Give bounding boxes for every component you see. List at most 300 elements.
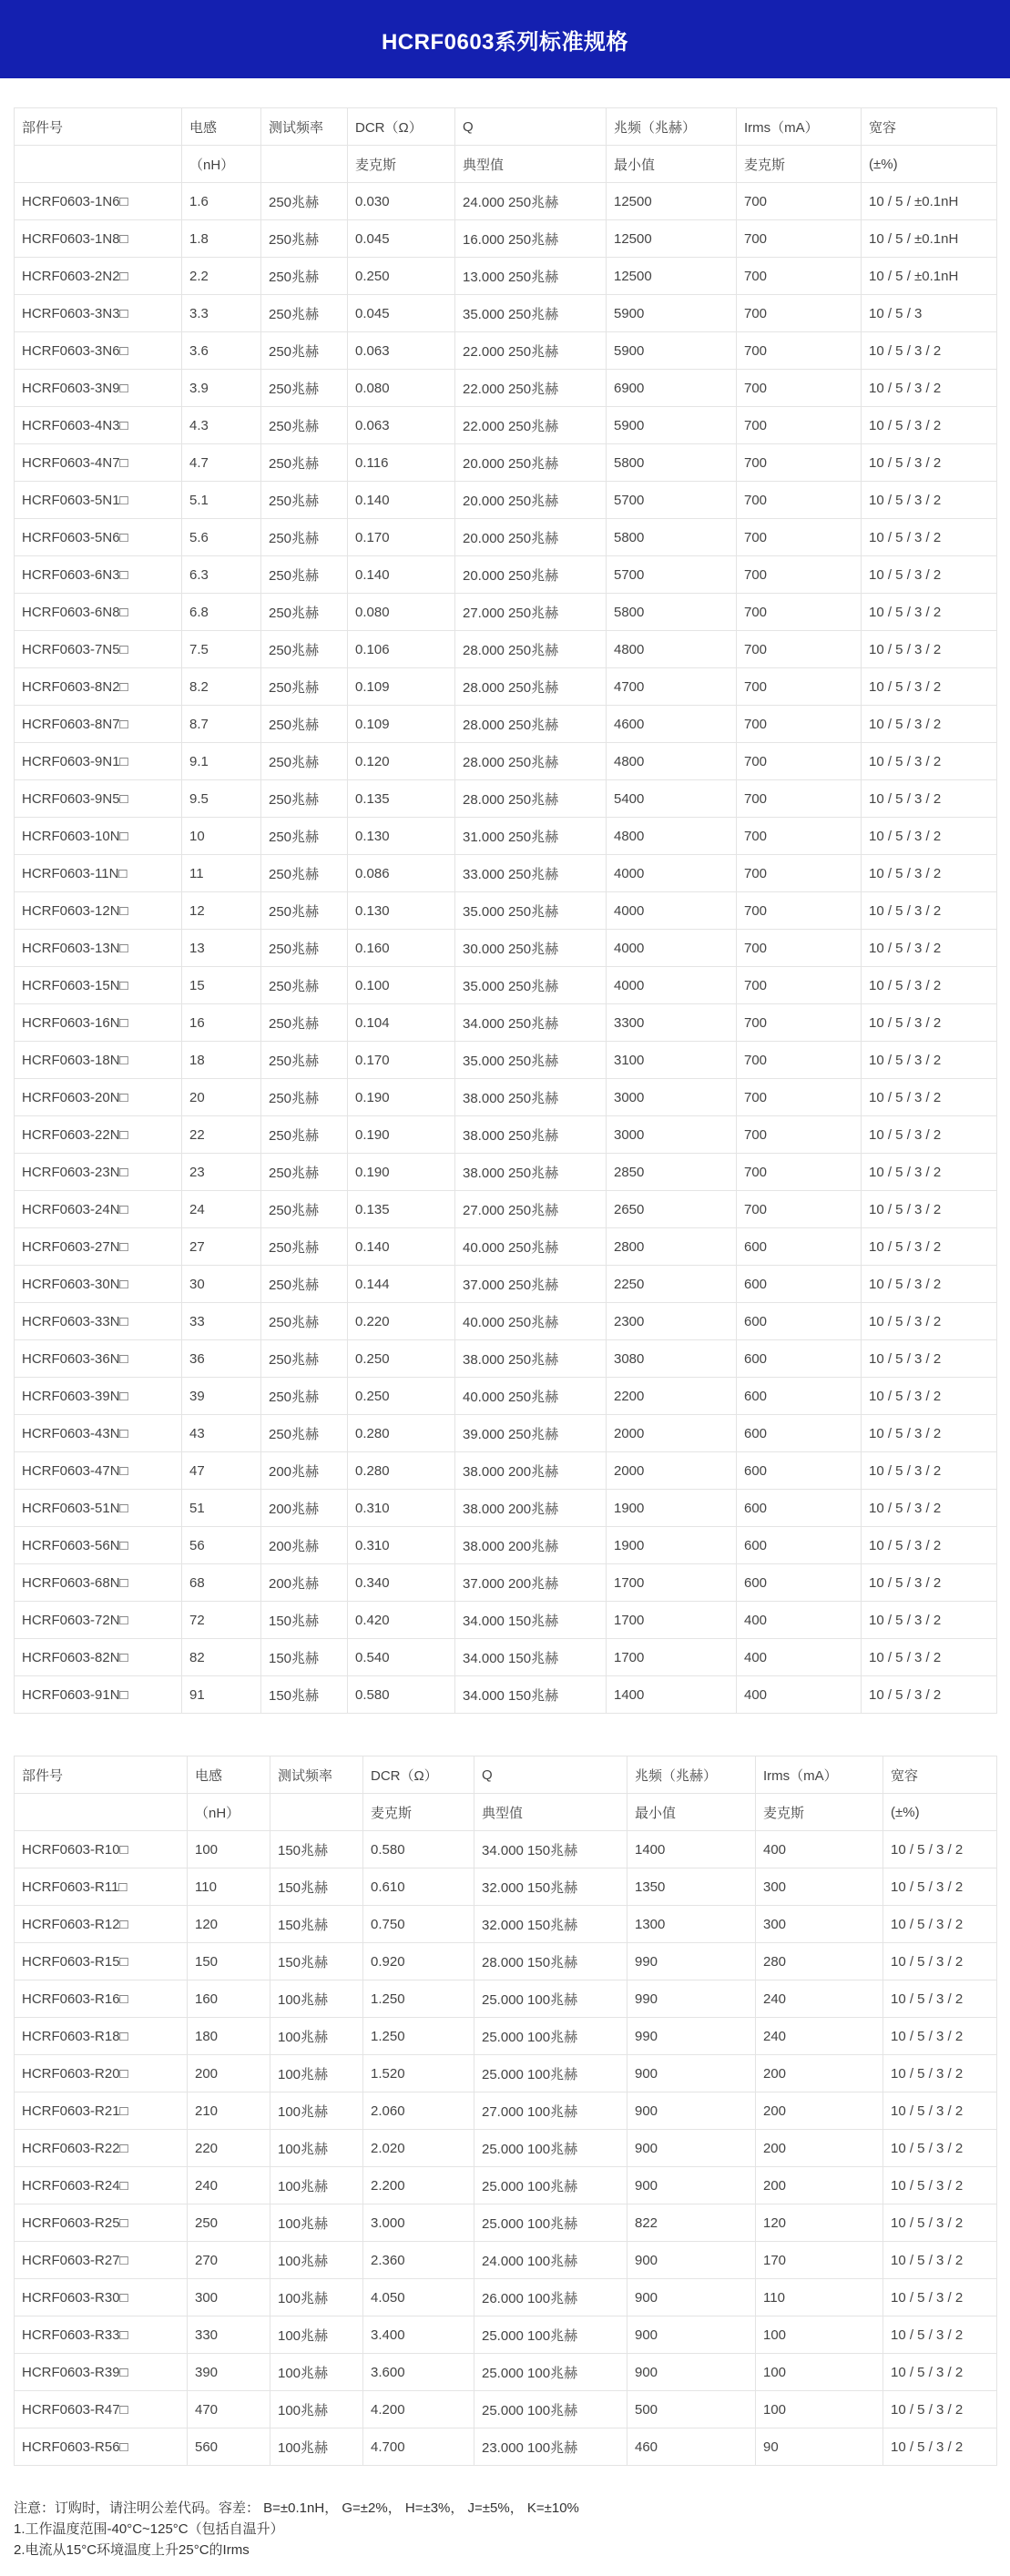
table-cell: 2200 xyxy=(607,1378,737,1415)
table-cell: 250兆赫 xyxy=(261,631,348,668)
table-cell: 10 / 5 / 3 / 2 xyxy=(862,1191,997,1228)
table-cell: 25.000 100兆赫 xyxy=(474,2130,627,2167)
table-cell: 700 xyxy=(737,556,862,594)
table-cell: 170 xyxy=(756,2242,883,2279)
table-cell: 600 xyxy=(737,1452,862,1490)
table-cell: 10 / 5 / 3 / 2 xyxy=(883,2428,997,2466)
table-row xyxy=(15,220,997,258)
page-header xyxy=(0,0,1010,78)
table-row xyxy=(15,332,997,370)
table-cell: 10 / 5 / 3 / 2 xyxy=(862,444,997,482)
table-cell: 82 xyxy=(182,1639,261,1676)
table-cell: 200兆赫 xyxy=(261,1564,348,1602)
table-cell: 3.3 xyxy=(182,295,261,332)
table-cell: 250兆赫 xyxy=(261,1004,348,1042)
table-cell: 250兆赫 xyxy=(261,1079,348,1116)
table-cell: 0.100 xyxy=(348,967,455,1004)
spec-table-1-container xyxy=(14,107,996,1714)
table-cell: HCRF0603-R47□ xyxy=(15,2391,188,2428)
table-cell: 100兆赫 xyxy=(270,2354,363,2391)
table-cell: HCRF0603-3N3□ xyxy=(15,295,182,332)
table-cell: 22 xyxy=(182,1116,261,1154)
table-cell: 250兆赫 xyxy=(261,780,348,818)
table-row xyxy=(15,444,997,482)
table-cell: 25.000 100兆赫 xyxy=(474,2055,627,2092)
table-cell: HCRF0603-72N□ xyxy=(15,1602,182,1639)
table-cell: 100 xyxy=(756,2316,883,2354)
header-cell: 测试频率 xyxy=(270,1756,363,1794)
table-cell: 700 xyxy=(737,967,862,1004)
table-cell: 4000 xyxy=(607,855,737,892)
table-cell: 16.000 250兆赫 xyxy=(455,220,607,258)
table-cell: 20.000 250兆赫 xyxy=(455,482,607,519)
table-cell: 22.000 250兆赫 xyxy=(455,407,607,444)
table-cell: 10 / 5 / 3 / 2 xyxy=(862,1154,997,1191)
table-cell: 100兆赫 xyxy=(270,2391,363,2428)
table-cell: 0.045 xyxy=(348,220,455,258)
table-cell: 27.000 250兆赫 xyxy=(455,594,607,631)
table-row xyxy=(15,2428,997,2466)
table-cell: 700 xyxy=(737,818,862,855)
table-cell: 160 xyxy=(188,1980,270,2018)
table-cell: 40.000 250兆赫 xyxy=(455,1228,607,1266)
table-cell: 900 xyxy=(627,2092,756,2130)
table-row xyxy=(15,1042,997,1079)
table-cell: HCRF0603-R18□ xyxy=(15,2018,188,2055)
table-row xyxy=(15,1906,997,1943)
table-cell: 0.610 xyxy=(363,1868,474,1906)
table-cell: 18 xyxy=(182,1042,261,1079)
table-cell: 1700 xyxy=(607,1602,737,1639)
table-cell: 0.130 xyxy=(348,892,455,930)
table-cell: 250兆赫 xyxy=(261,1191,348,1228)
table-row xyxy=(15,556,997,594)
table-cell: HCRF0603-1N8□ xyxy=(15,220,182,258)
table-cell: 27.000 250兆赫 xyxy=(455,1191,607,1228)
table-cell: HCRF0603-5N6□ xyxy=(15,519,182,556)
table-cell: 40.000 250兆赫 xyxy=(455,1303,607,1340)
table-row xyxy=(15,1266,997,1303)
table-cell: 600 xyxy=(737,1490,862,1527)
table-cell: 120 xyxy=(188,1906,270,1943)
table-cell: 250兆赫 xyxy=(261,556,348,594)
table-row xyxy=(15,407,997,444)
table-row xyxy=(15,1378,997,1415)
table-cell: 4000 xyxy=(607,930,737,967)
table-cell: HCRF0603-36N□ xyxy=(15,1340,182,1378)
table-cell: 10 / 5 / 3 / 2 xyxy=(883,1906,997,1943)
spec-table-2-container xyxy=(14,1756,996,2466)
table-cell: 250兆赫 xyxy=(261,220,348,258)
table-cell: 700 xyxy=(737,183,862,220)
table-cell: 990 xyxy=(627,1980,756,2018)
table-row xyxy=(15,370,997,407)
table-cell: 0.063 xyxy=(348,332,455,370)
table-cell: HCRF0603-82N□ xyxy=(15,1639,182,1676)
table-cell: 700 xyxy=(737,930,862,967)
table-cell: 10 / 5 / 3 / 2 xyxy=(862,1527,997,1564)
units-cell: (±%) xyxy=(883,1794,997,1831)
table-cell: 400 xyxy=(737,1676,862,1714)
table-cell: HCRF0603-R20□ xyxy=(15,2055,188,2092)
table-cell: 400 xyxy=(737,1602,862,1639)
table-cell: 900 xyxy=(627,2316,756,2354)
table-cell: 10 / 5 / 3 / 2 xyxy=(862,482,997,519)
table-cell: 39 xyxy=(182,1378,261,1415)
table-cell: 9.5 xyxy=(182,780,261,818)
table-cell: 4700 xyxy=(607,668,737,706)
table-cell: 120 xyxy=(756,2204,883,2242)
table-cell: 25.000 100兆赫 xyxy=(474,2316,627,2354)
table-cell: HCRF0603-R10□ xyxy=(15,1831,188,1868)
table-cell: 460 xyxy=(627,2428,756,2466)
table-cell: 150兆赫 xyxy=(270,1831,363,1868)
table-cell: 0.135 xyxy=(348,1191,455,1228)
table-cell: 38.000 200兆赫 xyxy=(455,1527,607,1564)
table-cell: 700 xyxy=(737,444,862,482)
table-row xyxy=(15,780,997,818)
page-title: HCRF0603系列标准规格 xyxy=(381,29,629,55)
table-cell: 0.340 xyxy=(348,1564,455,1602)
table-cell: HCRF0603-39N□ xyxy=(15,1378,182,1415)
table-cell: 10 / 5 / 3 / 2 xyxy=(862,1004,997,1042)
table-cell: 0.086 xyxy=(348,855,455,892)
table-row xyxy=(15,1564,997,1602)
table-cell: HCRF0603-R27□ xyxy=(15,2242,188,2279)
table-cell: 600 xyxy=(737,1303,862,1340)
table-cell: 4800 xyxy=(607,818,737,855)
table-cell: 5700 xyxy=(607,556,737,594)
table-row xyxy=(15,930,997,967)
table-cell: 150兆赫 xyxy=(261,1676,348,1714)
table-cell: 10 / 5 / 3 / 2 xyxy=(862,892,997,930)
table-cell: 700 xyxy=(737,1004,862,1042)
table-cell: 0.045 xyxy=(348,295,455,332)
table-cell: 10 / 5 / 3 / 2 xyxy=(862,1639,997,1676)
table-cell: 10 / 5 / 3 / 2 xyxy=(862,631,997,668)
table-cell: 25.000 100兆赫 xyxy=(474,2204,627,2242)
table-cell: 270 xyxy=(188,2242,270,2279)
table-cell: 110 xyxy=(756,2279,883,2316)
table-row xyxy=(15,1943,997,1980)
table-cell: HCRF0603-51N□ xyxy=(15,1490,182,1527)
table-cell: 2650 xyxy=(607,1191,737,1228)
table-cell: 2.020 xyxy=(363,2130,474,2167)
table-cell: 900 xyxy=(627,2279,756,2316)
table-cell: 3.9 xyxy=(182,370,261,407)
table-cell: 700 xyxy=(737,519,862,556)
table-cell: 1900 xyxy=(607,1490,737,1527)
table-cell: 0.080 xyxy=(348,594,455,631)
units-row xyxy=(15,146,997,183)
table-cell: 2300 xyxy=(607,1303,737,1340)
table-cell: 38.000 250兆赫 xyxy=(455,1340,607,1378)
table-cell: 15 xyxy=(182,967,261,1004)
table-cell: 300 xyxy=(188,2279,270,2316)
table-cell: 13.000 250兆赫 xyxy=(455,258,607,295)
table-cell: 700 xyxy=(737,370,862,407)
table-row xyxy=(15,2018,997,2055)
table-cell: HCRF0603-91N□ xyxy=(15,1676,182,1714)
table-cell: 0.144 xyxy=(348,1266,455,1303)
table-cell: 2000 xyxy=(607,1452,737,1490)
table-cell: 250兆赫 xyxy=(261,594,348,631)
units-cell: 麦克斯 xyxy=(363,1794,474,1831)
table-cell: 10 / 5 / 3 / 2 xyxy=(883,2279,997,2316)
table-cell: HCRF0603-R30□ xyxy=(15,2279,188,2316)
table-cell: 0.580 xyxy=(363,1831,474,1868)
table-cell: 200兆赫 xyxy=(261,1527,348,1564)
table-cell: 0.750 xyxy=(363,1906,474,1943)
table-cell: 5900 xyxy=(607,332,737,370)
table-cell: 300 xyxy=(756,1868,883,1906)
table-cell: 2.200 xyxy=(363,2167,474,2204)
table-cell: 900 xyxy=(627,2354,756,2391)
table-cell: 900 xyxy=(627,2242,756,2279)
table-cell: 2000 xyxy=(607,1415,737,1452)
table-cell: 250兆赫 xyxy=(261,706,348,743)
table-cell: 200 xyxy=(756,2055,883,2092)
table-cell: 6900 xyxy=(607,370,737,407)
table-cell: 20.000 250兆赫 xyxy=(455,444,607,482)
table-cell: HCRF0603-24N□ xyxy=(15,1191,182,1228)
table-cell: HCRF0603-R25□ xyxy=(15,2204,188,2242)
table-cell: HCRF0603-16N□ xyxy=(15,1004,182,1042)
table-row xyxy=(15,743,997,780)
table-cell: 210 xyxy=(188,2092,270,2130)
table-cell: 12 xyxy=(182,892,261,930)
table-cell: 600 xyxy=(737,1415,862,1452)
table-cell: 35.000 250兆赫 xyxy=(455,967,607,1004)
table-cell: 12500 xyxy=(607,220,737,258)
table-cell: 34.000 250兆赫 xyxy=(455,1004,607,1042)
table-row xyxy=(15,1452,997,1490)
table-cell: HCRF0603-4N3□ xyxy=(15,407,182,444)
table-cell: 0.109 xyxy=(348,706,455,743)
table-cell: HCRF0603-6N3□ xyxy=(15,556,182,594)
table-cell: 10 / 5 / 3 / 2 xyxy=(862,1228,997,1266)
table-cell: 10 / 5 / 3 / 2 xyxy=(862,407,997,444)
header-cell: DCR（Ω） xyxy=(363,1756,474,1794)
table-cell: 0.920 xyxy=(363,1943,474,1980)
table-cell: 100 xyxy=(756,2391,883,2428)
table-cell: 34.000 150兆赫 xyxy=(455,1676,607,1714)
table-cell: HCRF0603-9N5□ xyxy=(15,780,182,818)
table-cell: 10 / 5 / 3 / 2 xyxy=(883,2130,997,2167)
table-cell: 700 xyxy=(737,892,862,930)
table-cell: HCRF0603-R15□ xyxy=(15,1943,188,1980)
table-cell: 250兆赫 xyxy=(261,1116,348,1154)
table-cell: 5800 xyxy=(607,594,737,631)
table-cell: 0.116 xyxy=(348,444,455,482)
table-row xyxy=(15,183,997,220)
table-cell: 10 / 5 / 3 / 2 xyxy=(883,2018,997,2055)
table-cell: 38.000 200兆赫 xyxy=(455,1452,607,1490)
units-row xyxy=(15,1794,997,1831)
table-cell: 200 xyxy=(756,2130,883,2167)
table-cell: 250兆赫 xyxy=(261,183,348,220)
table-cell: 0.190 xyxy=(348,1079,455,1116)
table-cell: HCRF0603-R11□ xyxy=(15,1868,188,1906)
table-cell: 900 xyxy=(627,2130,756,2167)
table-cell: HCRF0603-23N□ xyxy=(15,1154,182,1191)
table-cell: HCRF0603-R21□ xyxy=(15,2092,188,2130)
header-cell: Irms（mA） xyxy=(756,1756,883,1794)
table-cell: 2.360 xyxy=(363,2242,474,2279)
table-cell: HCRF0603-R12□ xyxy=(15,1906,188,1943)
table-cell: 990 xyxy=(627,2018,756,2055)
table-cell: 47 xyxy=(182,1452,261,1490)
table-cell: 28.000 150兆赫 xyxy=(474,1943,627,1980)
table-cell: 10 / 5 / ±0.1nH xyxy=(862,220,997,258)
table-cell: 27 xyxy=(182,1228,261,1266)
table-cell: 6.8 xyxy=(182,594,261,631)
table-cell: 100 xyxy=(188,1831,270,1868)
table-cell: 700 xyxy=(737,1079,862,1116)
table-cell: 900 xyxy=(627,2055,756,2092)
table-cell: 100兆赫 xyxy=(270,2204,363,2242)
table-cell: 2.060 xyxy=(363,2092,474,2130)
table-cell: 0.140 xyxy=(348,556,455,594)
table-cell: 250兆赫 xyxy=(261,1303,348,1340)
table-cell: 150兆赫 xyxy=(270,1906,363,1943)
header-row xyxy=(15,1756,997,1794)
table-cell: 33 xyxy=(182,1303,261,1340)
table-cell: 990 xyxy=(627,1943,756,1980)
table-cell: 250兆赫 xyxy=(261,967,348,1004)
header-cell: 测试频率 xyxy=(261,108,348,146)
table-cell: 400 xyxy=(737,1639,862,1676)
table-cell: 150兆赫 xyxy=(270,1943,363,1980)
table-cell: 700 xyxy=(737,1191,862,1228)
table-cell: 250兆赫 xyxy=(261,332,348,370)
table-cell: 822 xyxy=(627,2204,756,2242)
table-cell: 0.104 xyxy=(348,1004,455,1042)
table-row xyxy=(15,1676,997,1714)
spec-table-2 xyxy=(14,1756,997,2466)
header-cell: 兆频（兆赫） xyxy=(607,108,737,146)
table-cell: 700 xyxy=(737,332,862,370)
table-cell: 4.3 xyxy=(182,407,261,444)
table-cell: 10 / 5 / 3 / 2 xyxy=(883,1831,997,1868)
header-cell: 宽容 xyxy=(883,1756,997,1794)
table-cell: 0.540 xyxy=(348,1639,455,1676)
table-cell: 5900 xyxy=(607,295,737,332)
table-cell: 8.7 xyxy=(182,706,261,743)
table-cell: 0.310 xyxy=(348,1527,455,1564)
table-cell: 700 xyxy=(737,706,862,743)
table-cell: 600 xyxy=(737,1527,862,1564)
table-cell: 34.000 150兆赫 xyxy=(455,1639,607,1676)
table-row xyxy=(15,2167,997,2204)
table-cell: 250兆赫 xyxy=(261,668,348,706)
spec-table-1 xyxy=(14,107,997,1714)
table-cell: 1900 xyxy=(607,1527,737,1564)
table-cell: 1.250 xyxy=(363,1980,474,2018)
table-cell: 28.000 250兆赫 xyxy=(455,780,607,818)
table-cell: 10 / 5 / 3 xyxy=(862,295,997,332)
table-row xyxy=(15,1639,997,1676)
table-cell: 10 / 5 / 3 / 2 xyxy=(883,2204,997,2242)
table-cell: 10 xyxy=(182,818,261,855)
table-cell: 0.135 xyxy=(348,780,455,818)
header-cell: 部件号 xyxy=(15,1756,188,1794)
table-cell: 700 xyxy=(737,1154,862,1191)
table-cell: 0.109 xyxy=(348,668,455,706)
table-cell: 0.310 xyxy=(348,1490,455,1527)
table-cell: 700 xyxy=(737,631,862,668)
table-row xyxy=(15,2092,997,2130)
table-row xyxy=(15,2354,997,2391)
table-cell: 10 / 5 / 3 / 2 xyxy=(883,2391,997,2428)
table-row xyxy=(15,1868,997,1906)
table-row xyxy=(15,1527,997,1564)
table-cell: 0.280 xyxy=(348,1452,455,1490)
table-cell: 700 xyxy=(737,594,862,631)
table-cell: 10 / 5 / 3 / 2 xyxy=(862,332,997,370)
table-cell: 5700 xyxy=(607,482,737,519)
table-cell: 10 / 5 / ±0.1nH xyxy=(862,258,997,295)
table-row xyxy=(15,482,997,519)
table-cell: 1350 xyxy=(627,1868,756,1906)
table-cell: 28.000 250兆赫 xyxy=(455,668,607,706)
table-cell: 90 xyxy=(756,2428,883,2466)
table-cell: 1400 xyxy=(607,1676,737,1714)
table-cell: 34.000 150兆赫 xyxy=(474,1831,627,1868)
table-cell: HCRF0603-1N6□ xyxy=(15,183,182,220)
table-cell: 100兆赫 xyxy=(270,2092,363,2130)
table-cell: HCRF0603-30N□ xyxy=(15,1266,182,1303)
table-cell: 2.2 xyxy=(182,258,261,295)
table-cell: 1.250 xyxy=(363,2018,474,2055)
table-cell: 10 / 5 / 3 / 2 xyxy=(862,1116,997,1154)
table-row xyxy=(15,594,997,631)
table-row xyxy=(15,2391,997,2428)
table-cell: 68 xyxy=(182,1564,261,1602)
table-cell: 10 / 5 / 3 / 2 xyxy=(883,1943,997,1980)
table-cell: 5.1 xyxy=(182,482,261,519)
table-cell: HCRF0603-8N2□ xyxy=(15,668,182,706)
table-cell: 100兆赫 xyxy=(270,2130,363,2167)
table-cell: 4.700 xyxy=(363,2428,474,2466)
table-cell: HCRF0603-9N1□ xyxy=(15,743,182,780)
table-row xyxy=(15,2055,997,2092)
table-cell: 5.6 xyxy=(182,519,261,556)
table-cell: 10 / 5 / 3 / 2 xyxy=(862,1676,997,1714)
table-cell: 240 xyxy=(188,2167,270,2204)
table-cell: 12500 xyxy=(607,183,737,220)
table-cell: 500 xyxy=(627,2391,756,2428)
table-cell: 51 xyxy=(182,1490,261,1527)
table-cell: 1700 xyxy=(607,1564,737,1602)
table-cell: 100兆赫 xyxy=(270,2279,363,2316)
units-cell xyxy=(261,146,348,183)
table-cell: 8.2 xyxy=(182,668,261,706)
table-cell: 3000 xyxy=(607,1116,737,1154)
table-cell: 900 xyxy=(627,2167,756,2204)
table-cell: 31.000 250兆赫 xyxy=(455,818,607,855)
table-cell: 0.170 xyxy=(348,519,455,556)
table-cell: 40.000 250兆赫 xyxy=(455,1378,607,1415)
units-cell xyxy=(15,146,182,183)
table-row xyxy=(15,295,997,332)
table-cell: 30 xyxy=(182,1266,261,1303)
table-cell: 37.000 200兆赫 xyxy=(455,1564,607,1602)
table-cell: 10 / 5 / 3 / 2 xyxy=(862,1266,997,1303)
table-cell: 10 / 5 / 3 / 2 xyxy=(862,370,997,407)
table-cell: 4.200 xyxy=(363,2391,474,2428)
header-cell: Q xyxy=(474,1756,627,1794)
